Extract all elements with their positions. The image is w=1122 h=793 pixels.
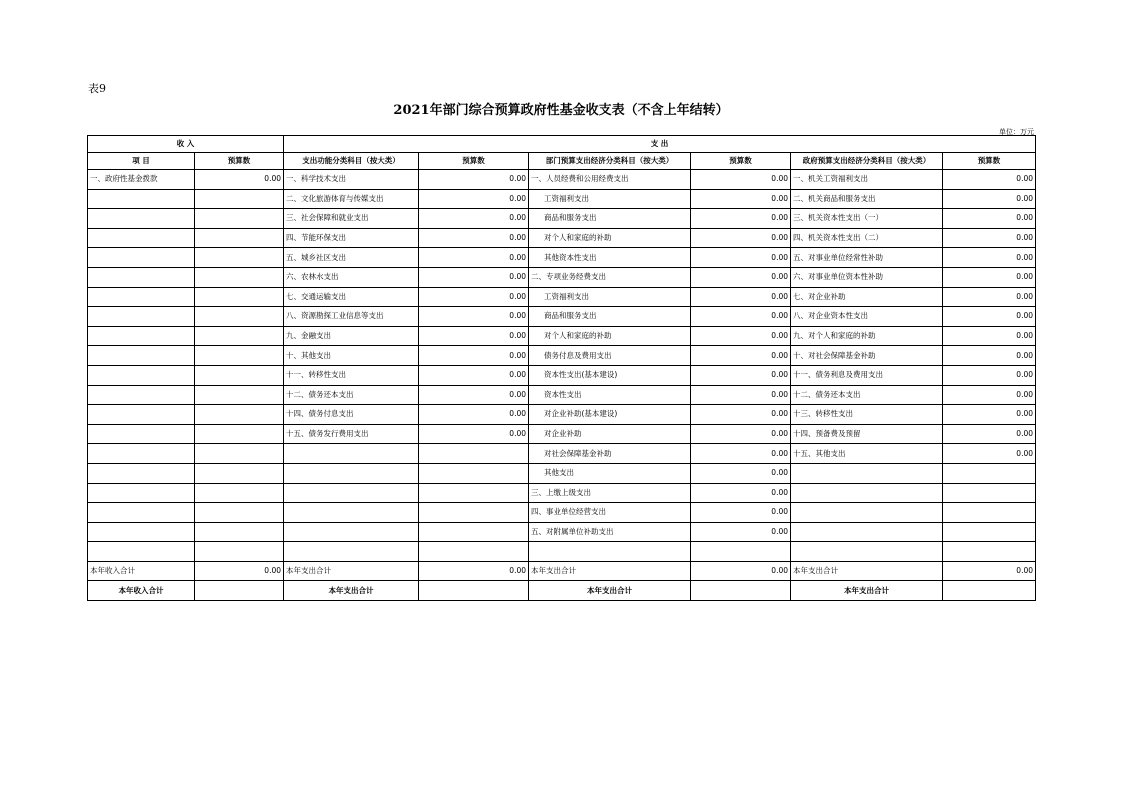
table-cell-3: 十五、债务发行费用支出 xyxy=(284,424,419,444)
table-cell-7 xyxy=(791,542,943,562)
table-cell-1 xyxy=(88,503,195,523)
table-cell-4: 0.00 xyxy=(419,385,529,405)
table-cell-1 xyxy=(88,189,195,209)
table-cell-3: 八、资源勘探工业信息等支出 xyxy=(284,307,419,327)
table-cell-3: 二、文化旅游体育与传媒支出 xyxy=(284,189,419,209)
footer-cell-4 xyxy=(419,581,529,601)
col-header-dept-economic: 部门预算支出经济分类科目（按大类） xyxy=(529,153,691,170)
table-cell-7: 二、机关商品和服务支出 xyxy=(791,189,943,209)
table-row xyxy=(88,385,1036,405)
table-cell-2 xyxy=(195,405,284,425)
total-cell-1: 本年收入合计 xyxy=(88,561,195,581)
table-cell-3: 五、城乡社区支出 xyxy=(284,248,419,268)
table-row xyxy=(88,365,1036,385)
table-cell-7: 十三、转移性支出 xyxy=(791,405,943,425)
table-row xyxy=(88,463,1036,483)
table-cell-3 xyxy=(284,463,419,483)
total-cell-4: 0.00 xyxy=(419,561,529,581)
col-header-amount: 预算数 xyxy=(691,153,791,170)
table-row xyxy=(88,326,1036,346)
table-cell-7: 一、机关工资福利支出 xyxy=(791,170,943,190)
total-cell-2: 0.00 xyxy=(195,561,284,581)
table-cell-1 xyxy=(88,463,195,483)
col-header-amount: 预算数 xyxy=(195,153,284,170)
table-cell-7 xyxy=(791,463,943,483)
table-cell-6: 0.00 xyxy=(691,346,791,366)
table-cell-4: 0.00 xyxy=(419,346,529,366)
table-cell-8: 0.00 xyxy=(943,189,1036,209)
table-cell-2 xyxy=(195,385,284,405)
footer-cell-2 xyxy=(195,581,284,601)
table-cell-7: 六、对事业单位资本性补助 xyxy=(791,267,943,287)
table-cell-5: 对社会保障基金补助 xyxy=(529,444,691,464)
table-cell-3 xyxy=(284,503,419,523)
table-cell-6: 0.00 xyxy=(691,385,791,405)
table-row xyxy=(88,542,1036,562)
table-cell-2 xyxy=(195,346,284,366)
table-cell-5: 工资福利支出 xyxy=(529,189,691,209)
table-row xyxy=(88,483,1036,503)
income-header: 收 入 xyxy=(88,136,284,153)
table-cell-2 xyxy=(195,365,284,385)
page-title: 2021年部门综合预算政府性基金收支表（不含上年结转） xyxy=(393,103,729,118)
table-cell-5: 二、专项业务经费支出 xyxy=(529,267,691,287)
table-cell-1 xyxy=(88,385,195,405)
total-cell-6: 0.00 xyxy=(691,561,791,581)
table-cell-3 xyxy=(284,483,419,503)
table-cell-6: 0.00 xyxy=(691,209,791,229)
footer-cell-6 xyxy=(691,581,791,601)
col-header-item: 项 目 xyxy=(88,153,195,170)
table-cell-8: 0.00 xyxy=(943,405,1036,425)
footer-cell-1: 本年收入合计 xyxy=(88,581,195,601)
table-cell-5: 五、对附属单位补助支出 xyxy=(529,522,691,542)
table-cell-8: 0.00 xyxy=(943,444,1036,464)
table-cell-6: 0.00 xyxy=(691,503,791,523)
table-cell-7 xyxy=(791,483,943,503)
table-cell-4: 0.00 xyxy=(419,326,529,346)
table-row xyxy=(88,209,1036,229)
header-row-group xyxy=(88,136,1036,153)
budget-table xyxy=(87,135,1036,601)
table-cell-1 xyxy=(88,444,195,464)
table-cell-2 xyxy=(195,189,284,209)
table-cell-1 xyxy=(88,542,195,562)
col-header-amount: 预算数 xyxy=(943,153,1036,170)
table-cell-4 xyxy=(419,483,529,503)
table-cell-7: 九、对个人和家庭的补助 xyxy=(791,326,943,346)
table-cell-4: 0.00 xyxy=(419,287,529,307)
table-cell-1 xyxy=(88,267,195,287)
table-cell-5: 其他支出 xyxy=(529,463,691,483)
table-cell-1 xyxy=(88,424,195,444)
table-cell-2 xyxy=(195,463,284,483)
table-cell-8: 0.00 xyxy=(943,346,1036,366)
table-cell-2 xyxy=(195,248,284,268)
table-row xyxy=(88,287,1036,307)
table-cell-4: 0.00 xyxy=(419,365,529,385)
table-cell-4: 0.00 xyxy=(419,424,529,444)
table-cell-2 xyxy=(195,542,284,562)
total-cell-8: 0.00 xyxy=(943,561,1036,581)
table-cell-2 xyxy=(195,209,284,229)
table-cell-4: 0.00 xyxy=(419,170,529,190)
table-cell-1 xyxy=(88,326,195,346)
table-cell-5: 商品和服务支出 xyxy=(529,307,691,327)
table-cell-4 xyxy=(419,522,529,542)
table-cell-8 xyxy=(943,503,1036,523)
table-cell-3 xyxy=(284,542,419,562)
table-cell-7: 四、机关资本性支出（二） xyxy=(791,228,943,248)
table-cell-5 xyxy=(529,542,691,562)
table-cell-2: 0.00 xyxy=(195,170,284,190)
table-cell-2 xyxy=(195,503,284,523)
footer-cell-5: 本年支出合计 xyxy=(529,581,691,601)
table-cell-5: 对企业补助(基本建设) xyxy=(529,405,691,425)
table-cell-5: 债务付息及费用支出 xyxy=(529,346,691,366)
table-cell-5: 资本性支出(基本建设) xyxy=(529,365,691,385)
table-row xyxy=(88,346,1036,366)
table-cell-5: 对企业补助 xyxy=(529,424,691,444)
table-cell-3 xyxy=(284,522,419,542)
table-cell-6: 0.00 xyxy=(691,424,791,444)
table-cell-2 xyxy=(195,424,284,444)
table-cell-3: 十、其他支出 xyxy=(284,346,419,366)
table-row xyxy=(88,307,1036,327)
table-cell-8: 0.00 xyxy=(943,424,1036,444)
table-cell-2 xyxy=(195,307,284,327)
table-cell-6: 0.00 xyxy=(691,365,791,385)
table-cell-7: 十四、预备费及预留 xyxy=(791,424,943,444)
table-cell-8: 0.00 xyxy=(943,228,1036,248)
table-cell-2 xyxy=(195,287,284,307)
table-cell-3: 十一、转移性支出 xyxy=(284,365,419,385)
unit-label: 单位：万元 xyxy=(999,128,1034,136)
table-cell-6: 0.00 xyxy=(691,228,791,248)
footer-cell-8 xyxy=(943,581,1036,601)
table-cell-3: 六、农林水支出 xyxy=(284,267,419,287)
total-cell-3: 本年支出合计 xyxy=(284,561,419,581)
table-cell-1 xyxy=(88,209,195,229)
table-cell-6: 0.00 xyxy=(691,326,791,346)
total-cell-5: 本年支出合计 xyxy=(529,561,691,581)
table-cell-5: 资本性支出 xyxy=(529,385,691,405)
table-cell-3 xyxy=(284,444,419,464)
table-cell-2 xyxy=(195,444,284,464)
table-cell-2 xyxy=(195,267,284,287)
table-cell-4 xyxy=(419,542,529,562)
table-cell-4: 0.00 xyxy=(419,209,529,229)
table-cell-8 xyxy=(943,542,1036,562)
table-cell-2 xyxy=(195,326,284,346)
table-row xyxy=(88,503,1036,523)
table-cell-3: 三、社会保障和就业支出 xyxy=(284,209,419,229)
table-cell-8 xyxy=(943,463,1036,483)
table-cell-7: 十一、债务利息及费用支出 xyxy=(791,365,943,385)
table-cell-3: 七、交通运输支出 xyxy=(284,287,419,307)
table-cell-7: 十二、债务还本支出 xyxy=(791,385,943,405)
table-cell-7: 五、对事业单位经常性补助 xyxy=(791,248,943,268)
table-cell-3: 十二、债务还本支出 xyxy=(284,385,419,405)
total-cell-7: 本年支出合计 xyxy=(791,561,943,581)
table-cell-1 xyxy=(88,307,195,327)
table-cell-8: 0.00 xyxy=(943,209,1036,229)
table-cell-6: 0.00 xyxy=(691,170,791,190)
expense-header: 支 出 xyxy=(284,136,1036,153)
table-cell-5: 商品和服务支出 xyxy=(529,209,691,229)
table-cell-6: 0.00 xyxy=(691,444,791,464)
table-row xyxy=(88,170,1036,190)
table-cell-1: 一、政府性基金拨款 xyxy=(88,170,195,190)
table-cell-6: 0.00 xyxy=(691,267,791,287)
table-row xyxy=(88,248,1036,268)
table-cell-6: 0.00 xyxy=(691,483,791,503)
table-cell-7 xyxy=(791,522,943,542)
table-cell-7: 三、机关资本性支出（一） xyxy=(791,209,943,229)
table-cell-4: 0.00 xyxy=(419,189,529,209)
table-cell-5: 对个人和家庭的补助 xyxy=(529,228,691,248)
col-header-functional: 支出功能分类科目（按大类） xyxy=(284,153,419,170)
col-header-gov-economic: 政府预算支出经济分类科目（按大类） xyxy=(791,153,943,170)
table-cell-5: 一、人员经费和公用经费支出 xyxy=(529,170,691,190)
table-cell-7: 七、对企业补助 xyxy=(791,287,943,307)
table-cell-3: 四、节能环保支出 xyxy=(284,228,419,248)
table-cell-6 xyxy=(691,542,791,562)
footer-row xyxy=(88,581,1036,601)
table-row xyxy=(88,405,1036,425)
table-cell-3: 九、金融支出 xyxy=(284,326,419,346)
table-cell-6: 0.00 xyxy=(691,287,791,307)
table-cell-8: 0.00 xyxy=(943,385,1036,405)
table-cell-4 xyxy=(419,444,529,464)
table-cell-8: 0.00 xyxy=(943,267,1036,287)
table-cell-8: 0.00 xyxy=(943,307,1036,327)
table-number: 表9 xyxy=(88,82,106,95)
table-cell-7: 十、对社会保障基金补助 xyxy=(791,346,943,366)
table-cell-8: 0.00 xyxy=(943,248,1036,268)
table-cell-5: 工资福利支出 xyxy=(529,287,691,307)
table-cell-2 xyxy=(195,483,284,503)
table-cell-7 xyxy=(791,503,943,523)
table-row xyxy=(88,522,1036,542)
table-cell-1 xyxy=(88,346,195,366)
table-cell-2 xyxy=(195,228,284,248)
table-cell-5: 三、上缴上级支出 xyxy=(529,483,691,503)
table-row xyxy=(88,189,1036,209)
table-cell-1 xyxy=(88,483,195,503)
table-cell-6: 0.00 xyxy=(691,307,791,327)
table-cell-5: 对个人和家庭的补助 xyxy=(529,326,691,346)
table-cell-1 xyxy=(88,228,195,248)
table-cell-4: 0.00 xyxy=(419,248,529,268)
table-cell-4: 0.00 xyxy=(419,228,529,248)
table-cell-4 xyxy=(419,463,529,483)
table-cell-4 xyxy=(419,503,529,523)
table-cell-6: 0.00 xyxy=(691,248,791,268)
table-row xyxy=(88,228,1036,248)
table-cell-1 xyxy=(88,405,195,425)
table-cell-7: 八、对企业资本性支出 xyxy=(791,307,943,327)
footer-cell-3: 本年支出合计 xyxy=(284,581,419,601)
table-cell-8: 0.00 xyxy=(943,170,1036,190)
table-cell-5: 四、事业单位经营支出 xyxy=(529,503,691,523)
table-cell-8: 0.00 xyxy=(943,287,1036,307)
table-cell-6: 0.00 xyxy=(691,522,791,542)
table-cell-6: 0.00 xyxy=(691,405,791,425)
table-cell-1 xyxy=(88,248,195,268)
table-cell-7: 十五、其他支出 xyxy=(791,444,943,464)
table-cell-1 xyxy=(88,365,195,385)
table-cell-2 xyxy=(195,522,284,542)
footer-cell-7: 本年支出合计 xyxy=(791,581,943,601)
table-cell-4: 0.00 xyxy=(419,307,529,327)
table-cell-8 xyxy=(943,522,1036,542)
table-cell-5: 其他资本性支出 xyxy=(529,248,691,268)
header-row-columns xyxy=(88,153,1036,170)
table-cell-1 xyxy=(88,522,195,542)
table-cell-3: 一、科学技术支出 xyxy=(284,170,419,190)
table-cell-8: 0.00 xyxy=(943,365,1036,385)
table-row xyxy=(88,424,1036,444)
table-row xyxy=(88,267,1036,287)
table-cell-1 xyxy=(88,287,195,307)
table-cell-6: 0.00 xyxy=(691,189,791,209)
table-cell-3: 十四、债务付息支出 xyxy=(284,405,419,425)
total-row xyxy=(88,561,1036,581)
table-cell-8: 0.00 xyxy=(943,326,1036,346)
table-cell-4: 0.00 xyxy=(419,405,529,425)
table-cell-6: 0.00 xyxy=(691,463,791,483)
table-row xyxy=(88,444,1036,464)
table-cell-4: 0.00 xyxy=(419,267,529,287)
table-cell-8 xyxy=(943,483,1036,503)
col-header-amount: 预算数 xyxy=(419,153,529,170)
